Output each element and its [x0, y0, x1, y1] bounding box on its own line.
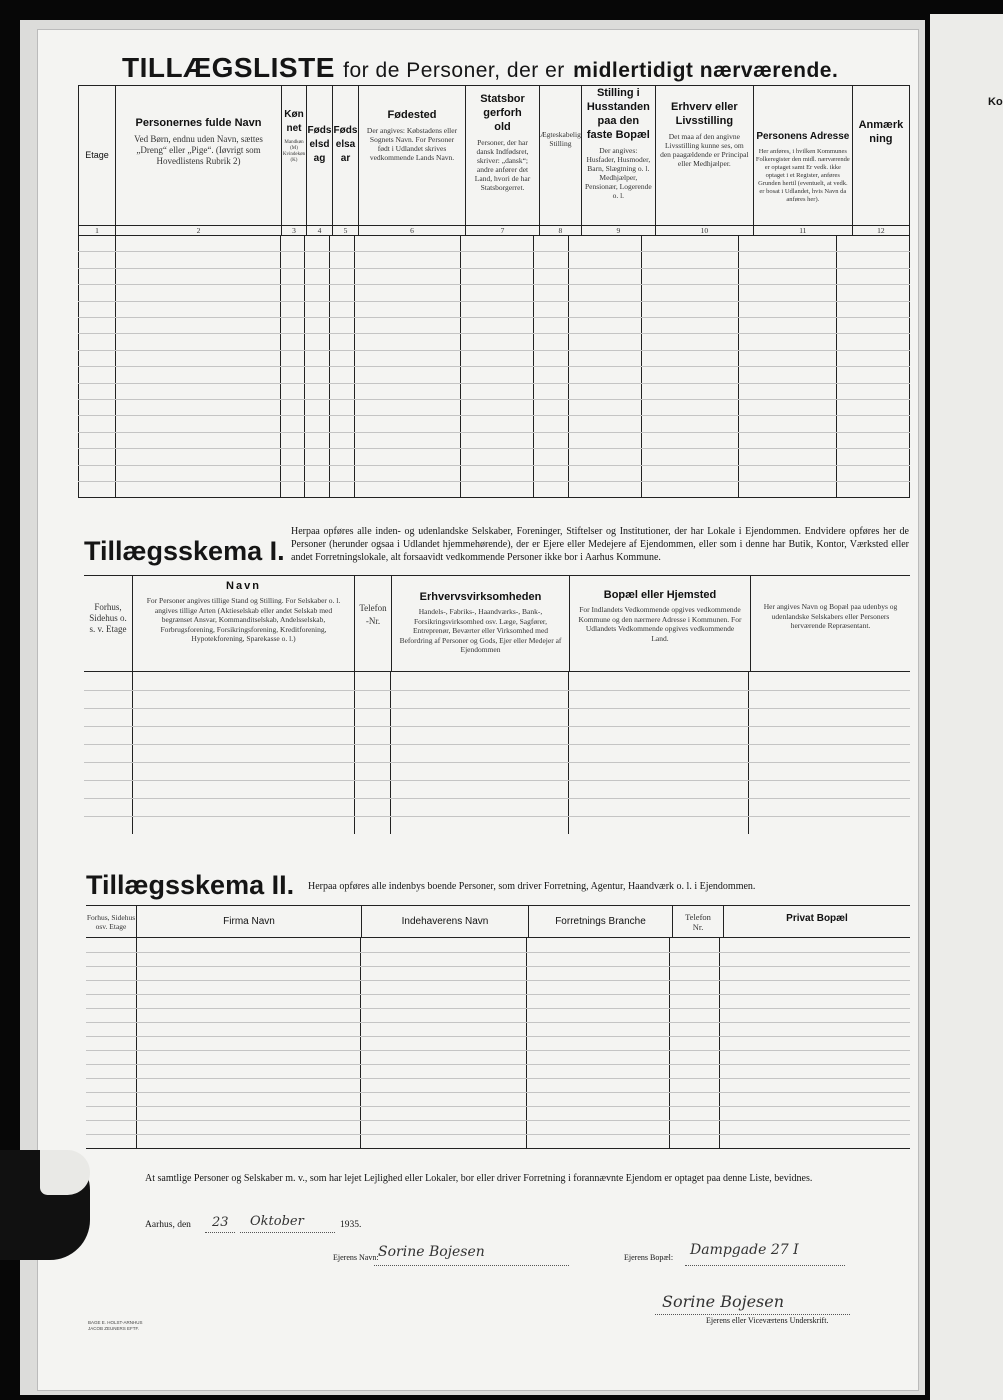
row-rule [84, 690, 910, 691]
main-table-header [78, 85, 910, 236]
row-rule [78, 465, 910, 466]
column-rule [390, 672, 391, 834]
month-rule [240, 1232, 335, 1233]
col-num: 5 [333, 226, 359, 236]
thumbnail [40, 1150, 90, 1195]
col-household-desc: Der angives: Husfader, Husmoder, Barn, Slægtning o. l. Medhjælper, Pensionær, Logerende o. l. [584, 146, 652, 200]
owner-address-rule [685, 1265, 845, 1266]
col-num: 11 [753, 226, 852, 236]
skema1-col-navn-desc: For Personer angives tillige Stand og Stilling. For Selskaber o. l. angives tillige Arten (Aktieselskab eller andet Selskab med begrænset Ansvar, Kommanditselskab, Andelsselskab, Forbrugsforening, Forsikringsforening, Kreditforening, Hypotekforening, Sparekasse o. l.) [146, 596, 341, 643]
footer-month: Oktober [250, 1214, 304, 1229]
skema2-col-firm: Firma Navn [223, 915, 275, 927]
main-table-body [78, 235, 910, 498]
col-occupation-desc: Det maa af den angivne Livsstilling kunne ses, om den paagældende er Principal eller Medhjælper. [660, 132, 749, 168]
column-rule [132, 672, 133, 834]
row-rule [86, 1120, 910, 1121]
col-num: 1 [79, 226, 116, 236]
skema2-title: Tillægsskema II. [86, 870, 295, 900]
signature: Sorine Bojesen [662, 1292, 785, 1311]
row-rule [84, 708, 910, 709]
column-rule [719, 938, 720, 1148]
row-rule [78, 251, 910, 252]
row-rule [86, 952, 910, 953]
row-rule [78, 366, 910, 367]
skema1-col-business: Erhvervsvirksomheden [419, 591, 542, 603]
thumb [0, 1150, 90, 1260]
owner-address-label: Ejerens Bopæl: [624, 1253, 674, 1262]
skema2-header [86, 905, 910, 938]
skema1-col-representative: Her angives Navn og Bopæl paa udenbys og udenlandske Selskabers eller Personers herværende Repræsentant. [763, 602, 898, 630]
col-citizenship: Statsborgerforhold [480, 93, 525, 133]
skema1-col-residence-desc: For Indlandets Vedkommende opgives vedkommende Kommune og den nærmere Adresse i Kommunen. For Udlandets Vedkommende opgives vedkommende Land. [578, 605, 742, 643]
column-rule [669, 938, 670, 1148]
column-rule [748, 672, 749, 834]
col-occupation: Erhverv eller Livsstilling [671, 101, 738, 127]
row-rule [84, 744, 910, 745]
row-rule [86, 980, 910, 981]
row-rule [78, 448, 910, 449]
col-remarks: Anmærkning [858, 119, 904, 145]
row-rule [86, 966, 910, 967]
row-rule [78, 383, 910, 384]
signature-label: Ejerens eller Viceværtens Underskrift. [706, 1316, 829, 1325]
col-num: 2 [116, 226, 282, 236]
owner-name-rule [374, 1265, 569, 1266]
col-birthplace: Fødested [387, 109, 437, 121]
row-rule [78, 284, 910, 285]
row-rule [78, 432, 910, 433]
skema2-col-private: Privat Bopæl [786, 913, 848, 924]
col-marital: Ægteskabelig Stilling [540, 130, 581, 148]
skema1-col-navn: Navn [226, 580, 261, 592]
title-main: TILLÆGSLISTE [122, 52, 335, 83]
skema1-body [84, 672, 910, 834]
col-num: 8 [540, 226, 582, 236]
col-num: 10 [655, 226, 753, 236]
col-name-desc: Ved Børn, endnu uden Navn, sættes „Dreng“ eller „Pige“. (Iøvrigt som Hovedlistens Rubrik 2) [134, 134, 263, 166]
row-rule [86, 1078, 910, 1079]
row-rule [78, 481, 910, 482]
column-rule [354, 672, 355, 834]
row-rule [78, 301, 910, 302]
owner-name: Sorine Bojesen [378, 1244, 485, 1260]
row-rule [84, 798, 910, 799]
col-household: Stilling i Husstanden paa den faste Bopæl [586, 87, 650, 141]
row-rule [78, 317, 910, 318]
col-birthplace-desc: Der angives: Købstadens eller Sognets Navn. For Personer født i Udlandet skrives vedkommende Lands Navn. [366, 126, 458, 162]
column-rule [568, 672, 569, 834]
row-rule [78, 350, 910, 351]
col-sex-desc: Mandkøn (M) Kvindekøn (K) [282, 140, 306, 163]
row-rule [78, 333, 910, 334]
row-rule [86, 1092, 910, 1093]
col-num: 6 [359, 226, 466, 236]
row-rule [86, 1022, 910, 1023]
col-num: 12 [852, 226, 909, 236]
col-address-desc: Her anføres, i hvilken Kommunes Folkeregister den midl. nærværende er optaget samt Er vedk. ikke optaget i et Register, anføres Grunden hertil (eventuelt, at vedk. er bosat i Udlandet, hvis Navn da anføres her). [755, 148, 850, 203]
footer-place: Aarhus, den [145, 1220, 191, 1230]
row-rule [84, 726, 910, 727]
title-end: midlertidigt nærværende. [573, 59, 839, 82]
row-rule [78, 415, 910, 416]
col-address: Personens Adresse [756, 131, 850, 142]
skema1-title: Tillægsskema I. [84, 536, 285, 566]
title-middle: for de Personer, der er [343, 59, 565, 82]
skema2-col-branch: Forretnings Branche [555, 915, 646, 927]
column-rule [360, 938, 361, 1148]
footer-day: 23 [212, 1215, 229, 1230]
col-birthday: Fødselsdag [307, 125, 332, 164]
col-birthyear: Fødselsaar [333, 125, 358, 164]
row-rule [84, 816, 910, 817]
row-rule [86, 1106, 910, 1107]
column-rule [526, 938, 527, 1148]
footer-year: 1935. [340, 1220, 362, 1230]
col-name: Personernes fulde Navn [135, 117, 262, 129]
column-rule [136, 938, 137, 1148]
skema1-col-residence: Bopæl eller Hjemsted [603, 589, 717, 601]
row-rule [86, 1050, 910, 1051]
skema1-header [84, 575, 910, 672]
col-etage: Etage [85, 149, 109, 160]
adjacent-page [930, 14, 1003, 1400]
skema2-intro: Herpaa opføres alle indenbys boende Personer, som driver Forretning, Agentur, Haandværk o. l. i Ejendommen. [308, 881, 756, 892]
skema2-col-etage: Forhus, Sidehus osv. Etage [86, 912, 136, 931]
col-num: 3 [282, 226, 307, 236]
col-num: 9 [581, 226, 655, 236]
col-sex: Kønnet [284, 109, 304, 134]
day-rule [205, 1232, 235, 1233]
row-rule [84, 762, 910, 763]
signature-rule [655, 1314, 850, 1315]
skema2-col-owner: Indehaverens Navn [401, 915, 489, 927]
adjacent-page-text: Ko [988, 96, 1003, 108]
row-rule [86, 994, 910, 995]
skema2-body [86, 938, 910, 1149]
row-rule [86, 1036, 910, 1037]
row-rule [78, 399, 910, 400]
printer-imprint: BAGE E. HOLST-ARNHUS JACOB ZEUNERS EFTF. [88, 1320, 143, 1331]
col-num: 4 [307, 226, 333, 236]
page-title [122, 52, 838, 84]
footer-statement: At samtlige Personer og Selskaber m. v., som har lejet Lejlighed eller Lokaler, bor eller driver Forretning i forannævnte Ejendom er optaget paa denne Liste, bevidnes. [145, 1173, 813, 1184]
row-rule [86, 1064, 910, 1065]
row-rule [86, 1134, 910, 1135]
owner-address: Dampgade 27 I [690, 1242, 799, 1258]
col-num: 7 [466, 226, 540, 236]
skema1-col-etage: Forhus, Sidehus o. s. v. Etage [89, 602, 127, 634]
skema1-col-business-desc: Handels-, Fabriks-, Haandværks-, Bank-, Forsikringsvirksomhed osv. Læge, Sagfører, Entreprenør, Beværter eller Virksomhed med Befordring af Personer og Gods, Ejer eller Medejer af Ejendommen [399, 607, 562, 654]
skema1-col-phone: Telefon-Nr. [359, 603, 387, 626]
skema2-col-phone: Telefon Nr. [685, 911, 711, 932]
row-rule [86, 1008, 910, 1009]
owner-name-label: Ejerens Navn: [333, 1253, 379, 1262]
row-rule [84, 780, 910, 781]
skema1-intro: Herpaa opføres alle inden- og udenlandske Selskaber, Foreninger, Stiftelser og Institutioner, der har Lokale i Ejendommen. Endvidere opføres her de Personer (herunder ogsaa i Udlandet hjemmehørende), der er Ejere eller Medejere af Ejendommen, eller som i denne har Butik, Kontor, Værksted eller andet Forretningslokale, alt forsaavidt vedkommende Personer ikke bor i Aarhus Kommune. [291, 526, 909, 563]
row-rule [78, 268, 910, 269]
col-citizenship-desc: Personer, der har dansk Indfødsret, skriver: „dansk“; andre anfører det Land, hvori de har Statsborgerret. [474, 138, 531, 192]
